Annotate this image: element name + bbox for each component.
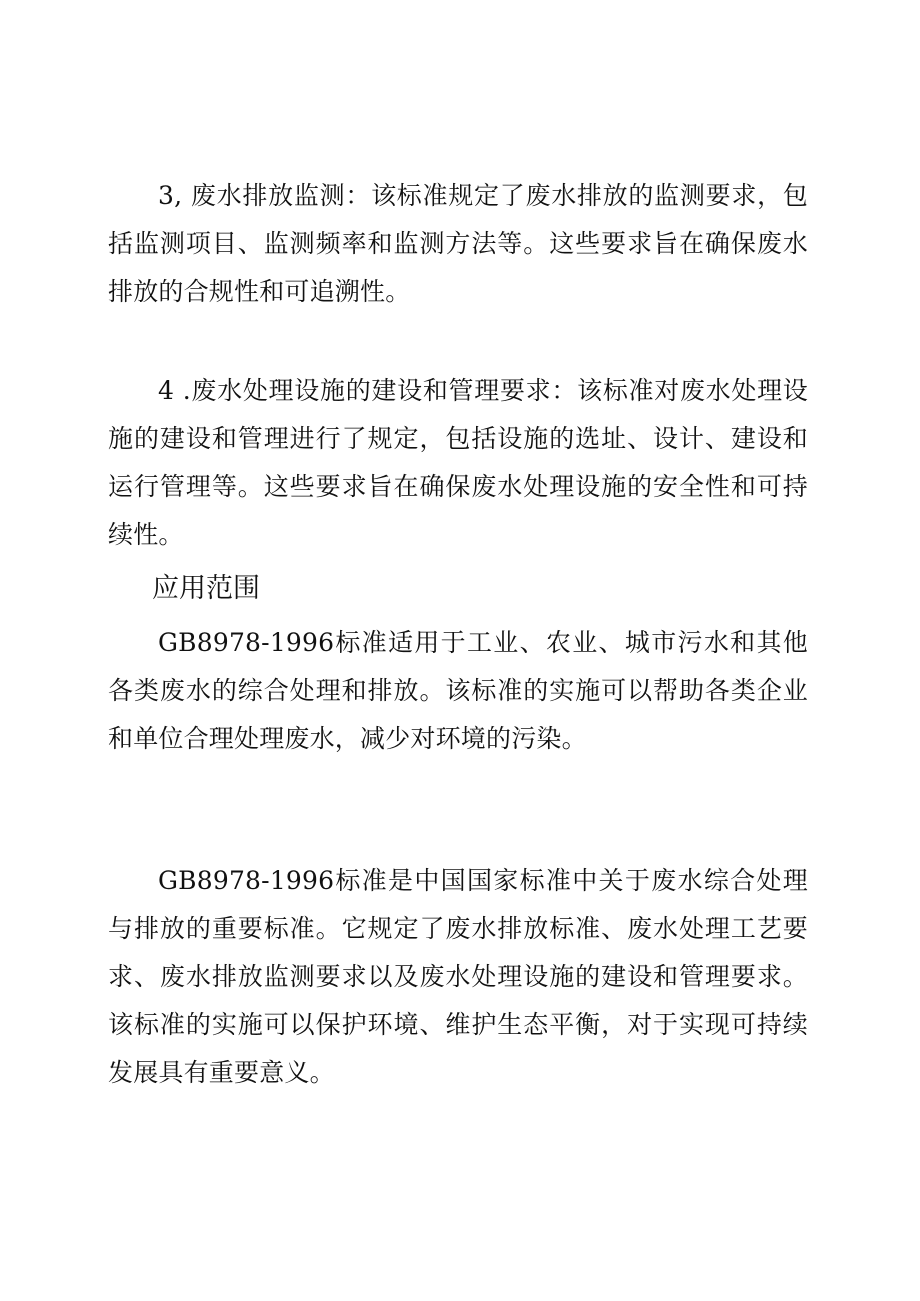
- paragraph-scope: GB8978-1996标准适用于工业、农业、城市污水和其他各类废水的综合处理和排放。该标准的实施可以帮助各类企业和单位合理处理废水，减少对环境的污染。: [108, 628, 808, 753]
- paragraph-item-4: 4 .废水处理设施的建设和管理要求：该标准对废水处理设施的建设和管理进行了规定，包括设施的选址、设计、建设和运行管理等。这些要求旨在确保废水处理设施的安全性和可持续性。: [108, 376, 808, 549]
- paragraph-summary: GB8978-1996标准是中国国家标准中关于废水综合处理与排放的重要标准。它规定了废水排放标准、废水处理工艺要求、废水排放监测要求以及废水处理设施的建设和管理要求。该标准的实施可以保护环境、维护生态平衡，对于实现可持续发展具有重要意义。: [108, 866, 808, 1087]
- section-heading-scope: 应用范围: [152, 573, 260, 604]
- paragraph-item-3: 3, 废水排放监测：该标准规定了废水排放的监测要求，包括监测项目、监测频率和监测方法等。这些要求旨在确保废水排放的合规性和可追溯性。: [108, 181, 808, 306]
